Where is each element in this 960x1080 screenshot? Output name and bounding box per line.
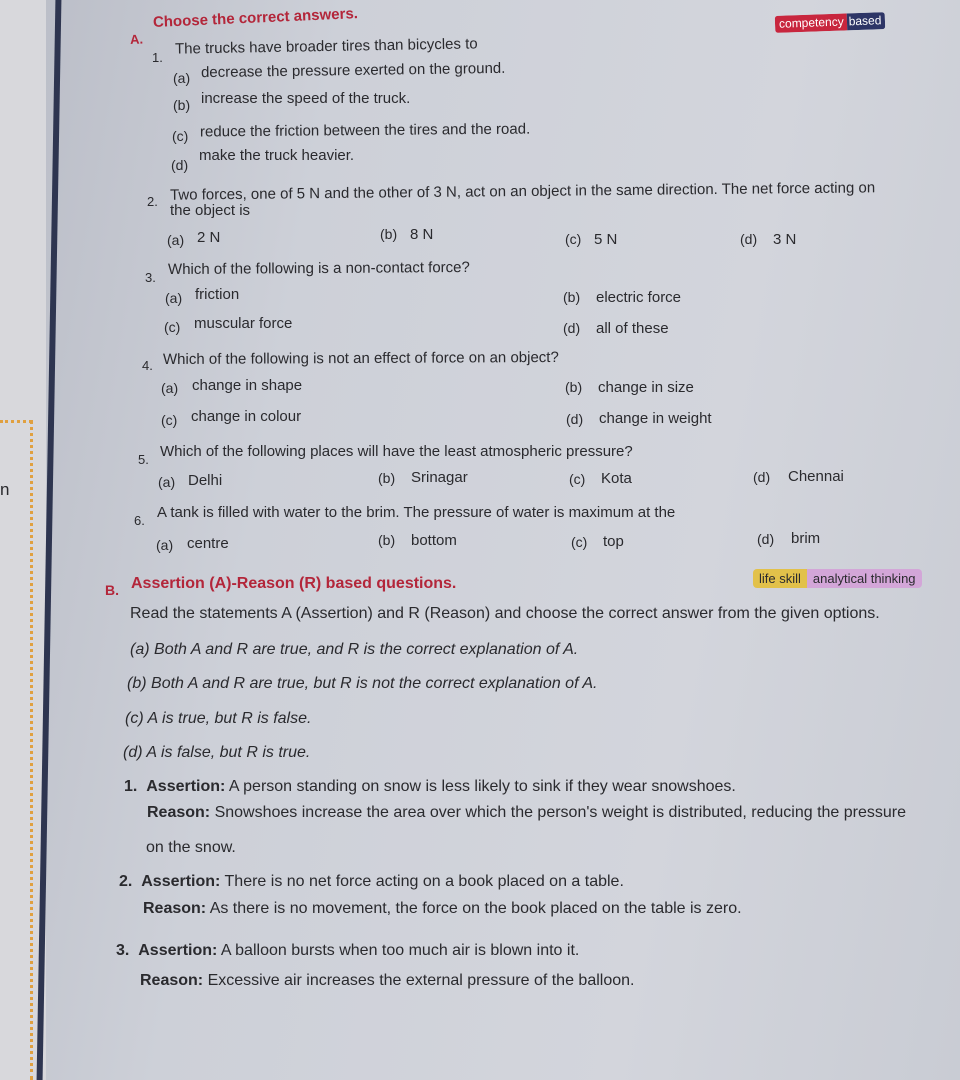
- option-text: change in weight: [599, 410, 712, 427]
- option-text: 3 N: [773, 231, 797, 248]
- reason-label: Reason:: [143, 900, 207, 917]
- option-text: 5 N: [594, 231, 618, 248]
- reason-text: Snowshoes increase the area over which the person's weight is distributed, reducing the pressure: [214, 804, 907, 821]
- option-text: centre: [187, 535, 229, 552]
- option-text: A is false, but R is true.: [146, 744, 311, 761]
- question-text: A tank is filled with water to the brim. The pressure of water is maximum at the: [157, 504, 676, 521]
- option-label: (a): [161, 380, 179, 396]
- skill-tags: [753, 569, 922, 588]
- option-text: all of these: [596, 320, 669, 337]
- option-text: A is true, but R is false.: [147, 710, 312, 727]
- item-number: 1.: [124, 778, 138, 795]
- option-text: brim: [791, 530, 821, 547]
- option-text: decrease the pressure exerted on the ground.: [200, 59, 506, 82]
- option-text: electric force: [596, 289, 682, 306]
- option-label: (c): [569, 471, 586, 487]
- item-number: 3.: [116, 942, 130, 959]
- option-label: (c): [565, 231, 582, 247]
- assertion-text: A balloon bursts when too much air is blown into it.: [220, 942, 580, 959]
- option-label: (a): [167, 232, 185, 248]
- ar-option: [123, 744, 310, 762]
- option-label: (a): [156, 537, 174, 553]
- section-b-title: Assertion (A)-Reason (R) based questions.: [131, 575, 457, 592]
- item-number: 2.: [119, 873, 133, 890]
- question-text: The trucks have broader tires than bicycles to: [174, 35, 478, 58]
- option-text: bottom: [411, 532, 457, 549]
- question-text: Which of the following is not an effect of force on an object?: [162, 348, 559, 369]
- option-text: friction: [195, 286, 240, 303]
- option-label: (c): [164, 319, 181, 335]
- option-label: (d): [123, 744, 143, 761]
- reason-label: Reason:: [147, 804, 211, 821]
- ar-assertion: [116, 942, 579, 960]
- question-number: 2.: [147, 194, 158, 209]
- option-label: (c): [172, 128, 189, 144]
- assertion-text: There is no net force acting on a book placed on a table.: [224, 873, 624, 890]
- ar-option: [130, 641, 578, 659]
- assertion-label: Assertion:: [146, 778, 226, 795]
- option-text: make the truck heavier.: [199, 147, 355, 164]
- option-text: Both A and R are true, but R is not the correct explanation of A.: [151, 675, 598, 692]
- option-label: (a): [173, 70, 191, 86]
- reason-text-line2: on the snow.: [146, 839, 236, 856]
- dotted-border: [30, 420, 35, 1080]
- option-label: (a): [158, 474, 176, 490]
- option-label: (d): [757, 531, 775, 547]
- question-text: Two forces, one of 5 N and the other of 3 N, act on an object in the same direction. The net force acting on: [169, 179, 876, 204]
- assertion-text: A person standing on snow is less likely to sink if they wear snowshoes.: [228, 778, 736, 795]
- question-text: Which of the following places will have the least atmospheric pressure?: [160, 443, 633, 460]
- option-label: (b): [127, 675, 147, 692]
- option-text: increase the speed of the truck.: [201, 90, 411, 107]
- assertion-label: Assertion:: [138, 942, 218, 959]
- badge-part1: competency: [775, 13, 847, 32]
- option-label: (d): [740, 231, 758, 247]
- reason-text: Excessive air increases the external pressure of the balloon.: [207, 972, 635, 989]
- ar-reason: [147, 804, 906, 822]
- ar-assertion: [119, 873, 624, 891]
- option-label: (c): [161, 412, 178, 428]
- assertion-label: Assertion:: [141, 873, 221, 890]
- question-text-line2: the object is: [170, 202, 251, 219]
- option-label: (a): [130, 641, 150, 658]
- section-a-letter: A.: [129, 31, 144, 47]
- reason-label: Reason:: [140, 972, 204, 989]
- option-text: muscular force: [194, 315, 293, 332]
- option-label: (b): [173, 97, 191, 113]
- option-text: 2 N: [197, 229, 221, 246]
- question-number: 6.: [134, 513, 145, 528]
- question-number: 4.: [142, 358, 153, 373]
- option-label: (a): [165, 290, 183, 306]
- option-label: (b): [563, 289, 581, 305]
- reason-text: As there is no movement, the force on the book placed on the table is zero.: [209, 900, 742, 917]
- option-text: 8 N: [410, 226, 434, 243]
- ar-reason: [143, 900, 742, 918]
- option-label: (d): [753, 469, 771, 485]
- question-number: 1.: [152, 50, 163, 65]
- section-a-title: Choose the correct answers.: [152, 5, 359, 31]
- option-text: Chennai: [788, 468, 844, 485]
- option-label: (c): [571, 534, 588, 550]
- competency-badge: [775, 12, 886, 33]
- option-label: (b): [378, 532, 396, 548]
- instructions: Read the statements A (Assertion) and R (Reason) and choose the correct answer from the given options.: [130, 605, 880, 622]
- option-text: Kota: [601, 470, 632, 487]
- option-text: Delhi: [188, 472, 223, 489]
- ar-assertion: [124, 778, 736, 796]
- option-text: change in size: [598, 379, 694, 396]
- option-label: (d): [171, 157, 189, 173]
- ar-option: [125, 710, 311, 728]
- option-text: change in shape: [192, 377, 303, 394]
- option-text: top: [603, 533, 624, 550]
- option-text: reduce the friction between the tires and the road.: [199, 120, 531, 141]
- question-text: Which of the following is a non-contact force?: [167, 258, 470, 279]
- ar-option: [127, 675, 597, 693]
- option-text: change in colour: [191, 408, 302, 425]
- option-label: (c): [125, 710, 144, 727]
- tag-life-skill: life skill: [753, 569, 807, 588]
- option-text: Srinagar: [411, 469, 468, 486]
- adjacent-page-text: n: [0, 480, 10, 499]
- badge-part2: based: [846, 12, 885, 30]
- option-label: (d): [566, 411, 584, 427]
- question-number: 3.: [145, 270, 156, 285]
- question-number: 5.: [138, 452, 149, 467]
- section-b-letter: B.: [105, 582, 119, 598]
- option-text: Both A and R are true, and R is the correct explanation of A.: [154, 641, 579, 658]
- option-label: (b): [378, 470, 396, 486]
- dotted-border: [0, 420, 32, 423]
- option-label: (d): [563, 320, 581, 336]
- tag-analytical-thinking: analytical thinking: [807, 569, 922, 588]
- option-label: (b): [380, 226, 398, 242]
- ar-reason: [140, 972, 634, 990]
- option-label: (b): [565, 379, 583, 395]
